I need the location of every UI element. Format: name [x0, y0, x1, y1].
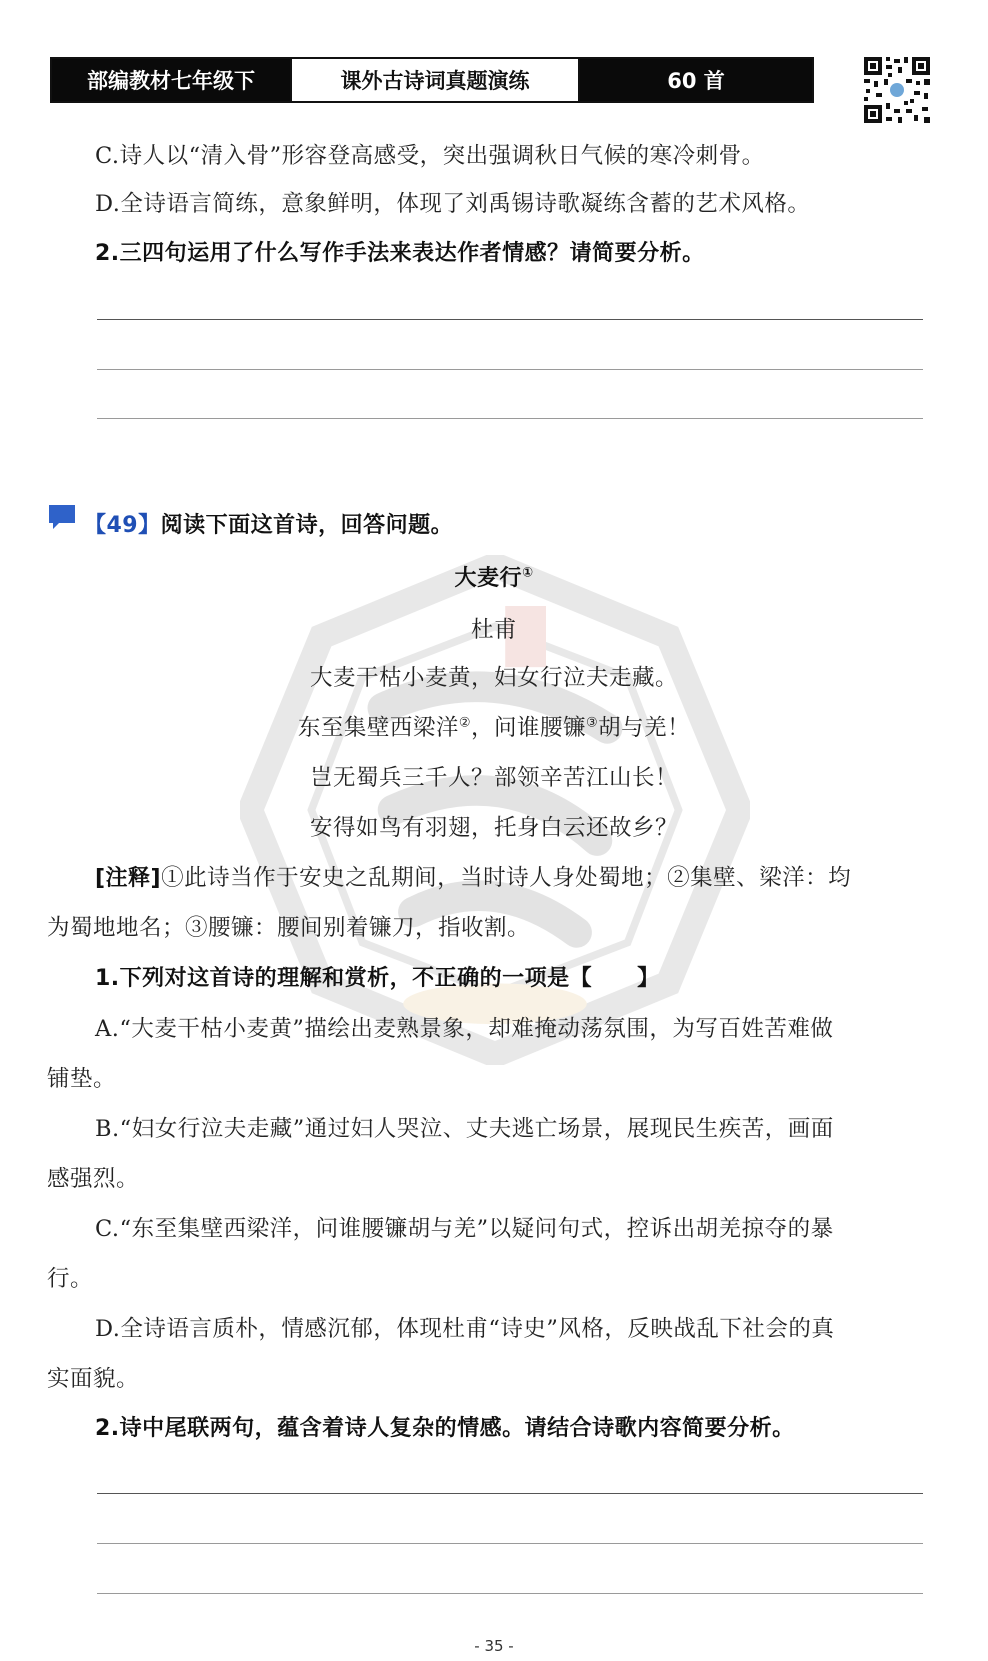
poem-line-2: [0, 710, 988, 742]
qr-code-icon: [862, 55, 932, 125]
prev-question-2: 2.三四句运用了什么写作手法来表达作者情感？请简要分析。: [95, 241, 705, 266]
footnote-marker: ①: [522, 565, 534, 581]
annotation-label: [注释]: [95, 866, 162, 891]
header-count: 60 首: [580, 59, 812, 101]
prev-option-c: C.诗人以“清入骨”形容登高感受，突出强调秋日气候的寒冷刺骨。: [95, 143, 765, 169]
header-bar: [50, 57, 814, 103]
answer-line: [97, 418, 923, 419]
question-instruction: 阅读下面这首诗，回答问题。: [160, 513, 454, 538]
question-number: 【49】: [84, 513, 161, 538]
poem-text: ，问谁腰镰: [470, 715, 586, 741]
option-a: A.“大麦干枯小麦黄”描绘出麦熟景象，却难掩动荡氛围，为写百姓苦难做: [95, 1016, 834, 1042]
poem-title-text: 大麦行: [454, 566, 522, 591]
poem-text: 东至集壁西梁洋: [297, 715, 459, 741]
header-title: 课外古诗词真题演练: [290, 59, 580, 101]
header-grade: 部编教材七年级下: [52, 59, 290, 101]
option-a-cont: 铺垫。: [47, 1066, 117, 1092]
option-c-cont: 行。: [47, 1266, 94, 1292]
option-b-cont: 感强烈。: [47, 1166, 140, 1192]
option-d: D.全诗语言质朴，情感沉郁，体现杜甫“诗史”风格，反映战乱下社会的真: [95, 1316, 835, 1342]
answer-line: [97, 1543, 923, 1544]
poem-line-3: 岂无蜀兵三千人？部领辛苦江山长！: [309, 765, 678, 791]
option-d-cont: 实面貌。: [47, 1366, 140, 1392]
answer-line: [97, 1493, 923, 1494]
option-c: C.“东至集壁西梁洋，问谁腰镰胡与羌”以疑问句式，控诉出胡羌掠夺的暴: [95, 1216, 834, 1242]
poem-line-4: 安得如鸟有羽翅，托身白云还故乡？: [309, 815, 678, 841]
question-49-heading: [84, 508, 453, 539]
answer-line: [97, 369, 923, 370]
poem-author: 杜甫: [470, 617, 517, 643]
annotation-text: ①此诗当作于安史之乱期间，当时诗人身处蜀地；②集壁、梁洋：均: [161, 865, 852, 891]
poem-text: 胡与羌！: [598, 715, 691, 741]
page-number: - 35 -: [474, 1637, 514, 1655]
annotation-line-2: 为蜀地地名；③腰镰：腰间别着镰刀，指收割。: [47, 915, 531, 941]
question-1: 1.下列对这首诗的理解和赏析，不正确的一项是【 】: [95, 966, 660, 991]
footnote-marker: ③: [586, 715, 599, 731]
prev-option-d: D.全诗语言简练，意象鲜明，体现了刘禹锡诗歌凝练含蓄的艺术风格。: [95, 191, 811, 217]
poem-title: [0, 561, 988, 592]
poem-line-1: 大麦干枯小麦黄，妇女行泣夫走藏。: [309, 665, 678, 691]
footnote-marker: ②: [458, 715, 471, 731]
option-b: B.“妇女行泣夫走藏”通过妇人哭泣、丈夫逃亡场景，展现民生疾苦，画面: [95, 1116, 834, 1142]
speech-bubble-icon: [47, 503, 77, 531]
answer-line: [97, 319, 923, 320]
answer-line: [97, 1593, 923, 1594]
question-2: 2.诗中尾联两句，蕴含着诗人复杂的情感。请结合诗歌内容简要分析。: [95, 1416, 795, 1441]
annotation-line-1: [95, 860, 851, 892]
